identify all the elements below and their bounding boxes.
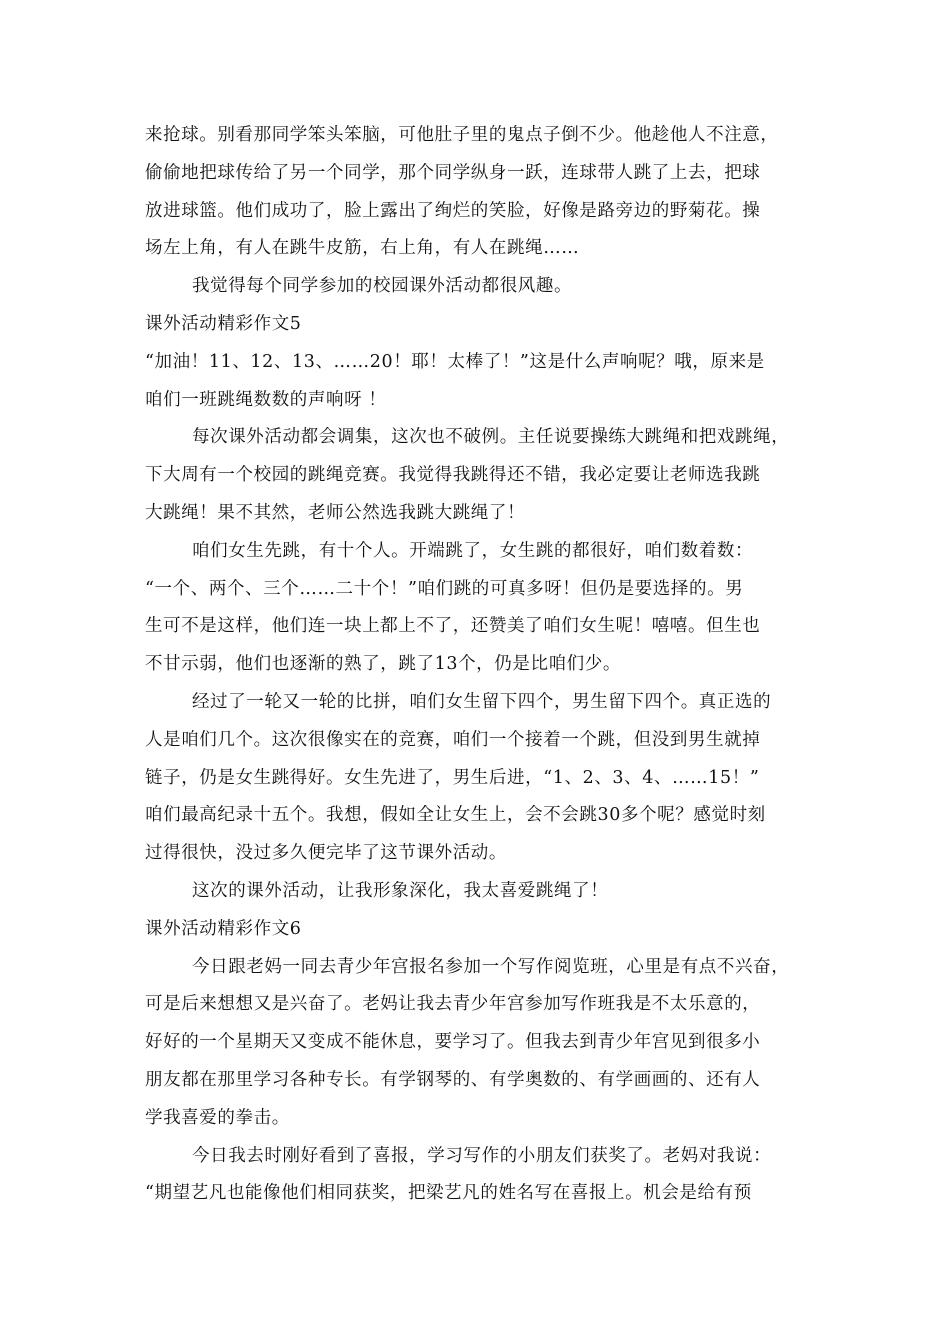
paragraph-line: 偷偷地把球传给了另一个同学，那个同学纵身一跃，连球带人跳了上去，把球 [145,162,761,183]
paragraph-line: 可是后来想想又是兴奋了。老妈让我去青少年宫参加写作班我是不太乐意的， [145,994,761,1015]
paragraph-line: 放进球篮。他们成功了，脸上露出了绚烂的笑脸，好像是路旁边的野菊花。操 [145,200,761,221]
paragraph-line: 好好的一个星期天又变成不能休息，要学习了。但我去到青少年宫见到很多小 [145,1032,761,1053]
paragraph-line: 咱们最高纪录十五个。我想，假如全让女生上，会不会跳30多个呢？感觉时刻 [145,805,766,826]
paragraph-line: 来抢球。别看那同学笨头笨脑，可他肚子里的鬼点子倒不少。他趁他人不注意， [145,125,779,145]
paragraph-line: 过得很快，没过多久便完毕了这节课外活动。 [145,843,507,864]
paragraph-line: “期望艺凡也能像他们相同获奖，把梁艺凡的姓名写在喜报上。机会是给有预 [145,1183,752,1204]
section-heading: 课外活动精彩作文5 [145,313,302,334]
paragraph-line: 大跳绳！果不其然，老师公然选我跳大跳绳了！ [145,502,526,523]
paragraph-line: 咱们一班跳绳数数的声响呀 ！ [145,389,387,410]
paragraph-line: “一个、两个、三个……二十个！”咱们跳的可真多呀！但仍是要选择的。男 [145,578,744,599]
paragraph-line: 生可不是这样，他们连一块上都上不了，还赞美了咱们女生呢！嘻嘻。但生也 [145,616,761,637]
paragraph-line: 朋友都在那里学习各种专长。有学钢琴的、有学奥数的、有学画画的、还有人 [145,1069,761,1090]
paragraph-line: 不甘示弱，他们也逐渐的熟了，跳了13个，仍是比咱们少。 [145,654,621,675]
paragraph-line: 经过了一轮又一轮的比拼，咱们女生留下四个，男生留下四个。真正选的 [192,691,772,712]
paragraph-line: “加油！11、12、13、……20！耶！太棒了！”这是什么声响呢？哦，原来是 [145,351,765,372]
article-text [145,117,835,1213]
section-heading: 课外活动精彩作文6 [145,918,302,939]
paragraph-line: 场左上角，有人在跳牛皮筋，右上角，有人在跳绳…… [145,238,580,259]
paragraph-line: 下大周有一个校园的跳绳竞赛。我觉得我跳得还不错，我必定要让老师选我跳 [145,465,761,486]
paragraph-line: 今日跟老妈一同去青少年宫报名参加一个写作阅览班，心里是有点不兴奋， [192,956,790,977]
paragraph-line: 咱们女生先跳，有十个人。开端跳了，女生跳的都很好，咱们数着数： [192,540,754,561]
paragraph-line: 学我喜爱的拳击。 [145,1107,290,1128]
paragraph-line: 每次课外活动都会调集，这次也不破例。主任说要操练大跳绳和把戏跳绳， [192,427,790,448]
paragraph-line: 链子，仍是女生跳得好。女生先进了，男生后进，“1、2、3、4、……15！” [145,767,760,788]
paragraph-line: 今日我去时刚好看到了喜报，学习写作的小朋友们获奖了。老妈对我说： [192,1145,772,1166]
paragraph-line: 人是咱们几个。这次很像实在的竞赛，咱们一个接着一个跳，但没到男生就掉 [145,729,761,750]
paragraph-line: 这次的课外活动，让我形象深化，我太喜爱跳绳了！ [192,880,609,901]
paragraph-line: 我觉得每个同学参加的校园课外活动都很风趣。 [192,276,573,297]
